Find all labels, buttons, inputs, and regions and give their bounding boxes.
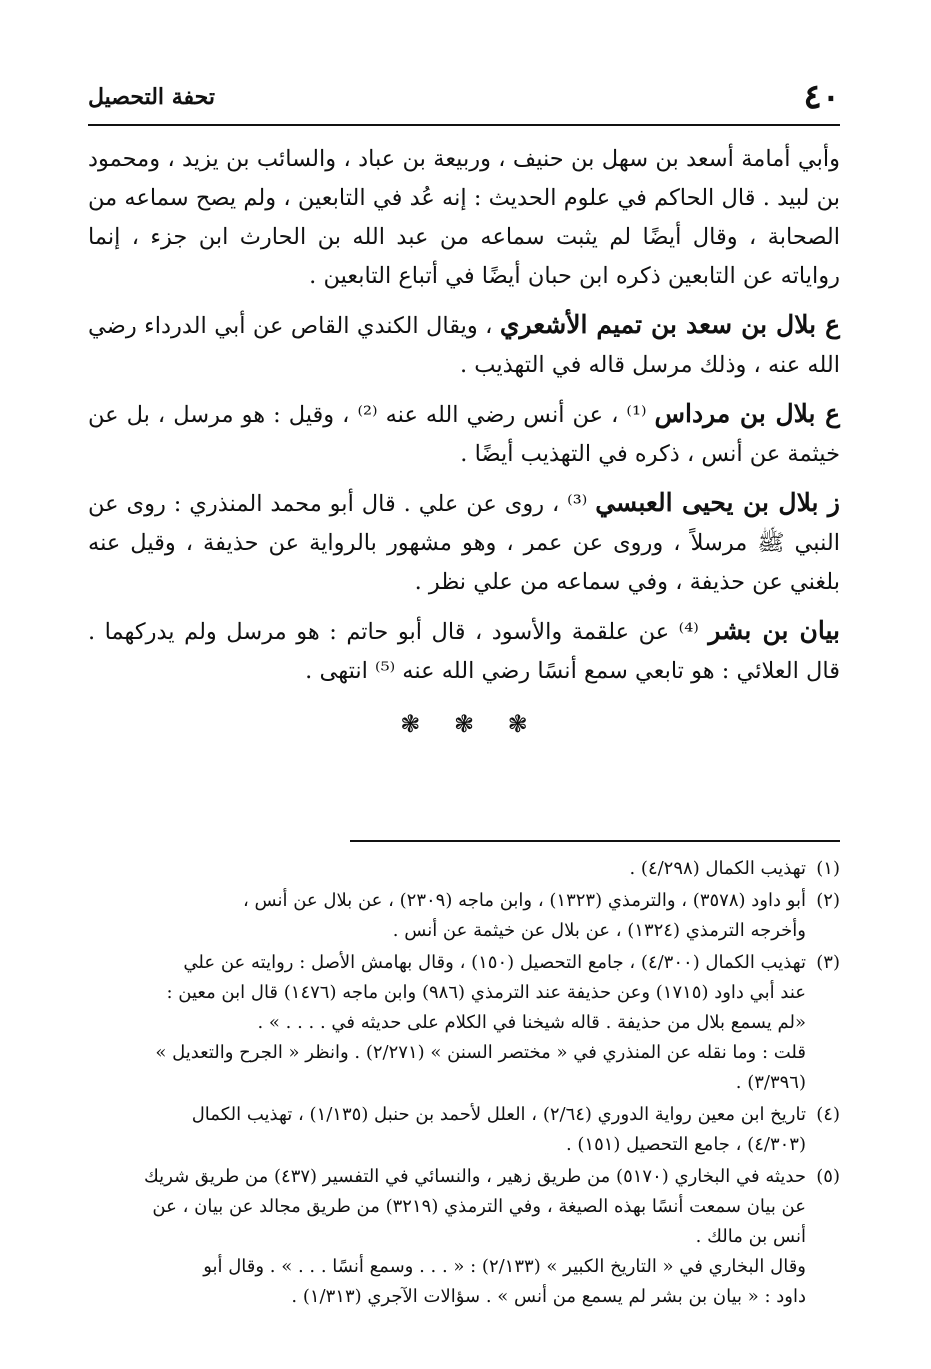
footnote-line: (٤/٣٠٣) ، جامع التحصيل (١٥١) .: [565, 1134, 806, 1155]
entry-bilal-ibn-mirdas: [88, 394, 840, 474]
page: [88, 74, 840, 1307]
footnote-1: [88, 854, 840, 884]
footnote-2: [88, 886, 840, 946]
footnote-number: (٣): [816, 952, 840, 973]
entry-bilal-ibn-saad: [88, 305, 840, 385]
footnote-number: (١): [816, 858, 840, 879]
entry-text: ⁽¹⁾ ، عن أنس رضي الله عنه ⁽²⁾ ، وقيل : هو مرسل ، بل عن خيثمة عن أنس ، ذكره في التهذيب أيضًا .: [88, 402, 840, 467]
footnote-line: وقال البخاري في « التاريخ الكبير » (٢/١٣٣) : « . . . وسمع أنسًا . . . » . وقال أبو: [203, 1256, 806, 1277]
main-text: [88, 140, 840, 753]
footnote-line: قلت : وما نقله عن المنذري في « مختصر السنن » (٢/٢٧١) . وانظر « الجرح والتعديل »: [155, 1042, 806, 1063]
footnote-line: حديثه في البخاري (٥١٧٠) من طريق زهير ، والنسائي في التفسير (٤٣٧) من طريق شريك: [144, 1166, 806, 1187]
section-divider-stars: ❃ ❃ ❃: [400, 710, 528, 738]
footnote-5: [88, 1162, 840, 1312]
footnote-line: عن بيان سمعت أنسًا بهذه الصيغة ، وفي الترمذي (٣٢١٩) من طريق مجالد عن بيان ، عن: [152, 1196, 806, 1217]
footnote-line: تهذيب الكمال (٤/٣٠٠) ، جامع التحصيل (١٥٠) ، وقال بهامش الأصل : روايته عن علي: [183, 952, 806, 973]
header-rule: [88, 124, 840, 126]
footnote-number: (٢): [816, 890, 840, 911]
running-title: تحفة التحصيل: [88, 84, 215, 110]
footnotes: [88, 854, 840, 1314]
footnote-number: (٤): [816, 1104, 840, 1125]
footnote-line: تاريخ ابن معين رواية الدوري (٢/٦٤) ، العلل لأحمد بن حنبل (١/١٣٥) ، تهذيب الكمال: [191, 1104, 806, 1125]
footnote-line: تهذيب الكمال (٤/٢٩٨) .: [629, 858, 806, 879]
footnote-number: (٥): [816, 1166, 840, 1187]
entry-heading: ع بلال بن مرداس: [654, 399, 840, 428]
paragraph-intro: وأبي أمامة أسعد بن سهل بن حنيف ، وربيعة بن عباد ، والسائب بن يزيد ، ومحمود بن لبيد . قال الحاكم في علوم الحديث : إنه عُد في التابعين ، ولم يصح سماعه من الصحابة ، وقال أيضًا لم يثبت سماعه من عبد الله بن الحارث ابن جزء ، إنما رواياته عن التابعين ذكره ابن حبان أيضًا في أتباع التابعين .: [88, 146, 840, 289]
footnote-line: عند أبي داود (١٧١٥) وعن حذيفة عند الترمذي (٩٨٦) وابن ماجه (١٤٧٦) قال ابن معين :: [166, 982, 806, 1003]
footnote-line: «لم يسمع بلال من حذيفة . قاله شيخنا في الكلام على حديثه في . . . . » .: [257, 1012, 806, 1033]
entry-text: ⁽⁴⁾ عن علقمة والأسود ، قال أبو حاتم : هو مرسل ولم يدركهما . قال العلائي : هو تابعي سمع أنسًا رضي الله عنه ⁽⁵⁾ انتهى .: [88, 619, 840, 684]
footnote-rule: [350, 840, 840, 842]
footnote-3: [88, 948, 840, 1098]
footnote-line: (٣/٣٩٦) .: [735, 1072, 806, 1093]
footnote-4: [88, 1100, 840, 1160]
entry-bayan-ibn-bishr: [88, 611, 840, 691]
page-number: ٤٠: [803, 77, 840, 117]
footnote-line: أنس بن مالك .: [695, 1226, 806, 1247]
page-header: [88, 74, 840, 120]
entry-heading: ع بلال بن سعد بن تميم الأشعري: [499, 310, 840, 339]
entry-text: ⁽³⁾ ، روى عن علي . قال أبو محمد المنذري : روى عن النبي ﷺ مرسلاً ، وروى عن عمر ، وهو مشهور بالرواية عن حذيفة ، وقيل عنه بلغني عن حذيفة ، وفي سماعه من علي نظر .: [88, 491, 840, 595]
footnote-line: داود : « بيان بن بشر لم يسمع من أنس » . سؤالات الآجري (١/٣١٣) .: [291, 1286, 806, 1307]
entry-bilal-ibn-yahya: [88, 483, 840, 602]
entry-text: ، ويقال الكندي القاص عن أبي الدرداء رضي الله عنه ، وذلك مرسل قاله في التهذيب .: [88, 313, 840, 378]
footnote-line: وأخرجه الترمذي (١٣٢٤) ، عن بلال عن خيثمة عن أنس .: [392, 920, 806, 941]
entry-heading: ز بلال بن يحيى العبسي: [595, 488, 840, 517]
footnote-line: أبو داود (٣٥٧٨) ، والترمذي (١٣٢٣) ، وابن ماجه (٢٣٠٩) ، عن بلال عن أنس ،: [243, 890, 806, 911]
entry-heading: بيان بن بشر: [708, 616, 840, 645]
